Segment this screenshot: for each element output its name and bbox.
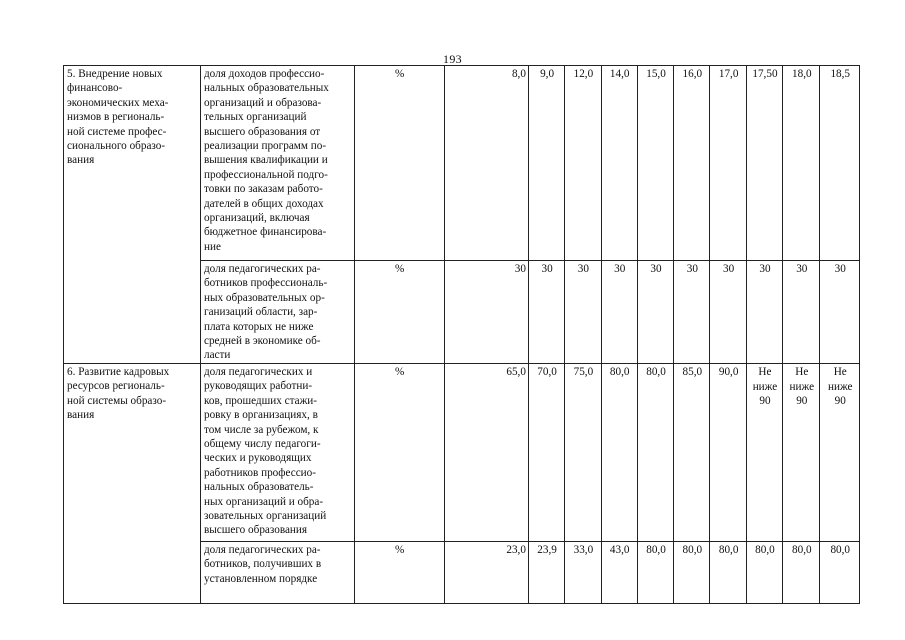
indicator-cell bbox=[200, 364, 354, 542]
indicator-line: дателей в общих доходах bbox=[203, 197, 324, 210]
value-cell: 80,0 bbox=[674, 542, 710, 604]
indicator-line: ганизаций области, зар- bbox=[203, 306, 318, 319]
direction-line: финансово- bbox=[67, 82, 123, 95]
value-cell: 30 bbox=[565, 261, 601, 364]
direction-line: ной системы образо- bbox=[67, 394, 167, 407]
value-cell: 9,0 bbox=[528, 66, 564, 261]
value-line: ниже bbox=[752, 380, 778, 393]
value-cell: 80,0 bbox=[783, 542, 820, 604]
unit-cell: % bbox=[354, 66, 444, 261]
value-cell: 75,0 bbox=[565, 364, 601, 542]
indicator-line: ровку в организациях, в bbox=[203, 409, 318, 422]
page-number: 193 bbox=[443, 52, 462, 66]
value-cell: 30 bbox=[601, 261, 637, 364]
direction-line: ной системе профес- bbox=[67, 125, 167, 138]
value-cell: 23,9 bbox=[528, 542, 564, 604]
value-cell: 80,0 bbox=[710, 542, 746, 604]
indicator-line: доля педагогических и bbox=[203, 366, 313, 378]
value-cell: 18,0 bbox=[783, 66, 820, 261]
value-cell bbox=[783, 364, 820, 542]
direction-line: вания bbox=[67, 154, 95, 167]
indicator-line: тельных организаций bbox=[203, 111, 307, 124]
indicator-line: высшего образования bbox=[203, 524, 308, 537]
value-cell: 16,0 bbox=[674, 66, 710, 261]
indicator-line: профессиональной подго- bbox=[203, 168, 328, 181]
value-cell: 30 bbox=[528, 261, 564, 364]
indicator-line: высшего образования от bbox=[203, 125, 321, 138]
direction-line: сионального образо- bbox=[67, 140, 166, 153]
indicator-cell bbox=[200, 542, 354, 604]
indicator-line: нальных образователь- bbox=[203, 481, 314, 494]
value-line: Не bbox=[833, 366, 847, 378]
value-cell: 12,0 bbox=[565, 66, 601, 261]
value-line: 90 bbox=[796, 395, 808, 408]
indicator-line: ных образовательных ор- bbox=[203, 291, 325, 304]
indicator-line: установленном порядке bbox=[203, 572, 318, 585]
value-cell: 17,0 bbox=[710, 66, 746, 261]
indicator-line: средней в экономике об- bbox=[203, 335, 321, 348]
indicator-line: общему числу педагоги- bbox=[203, 438, 321, 451]
direction-line: вания bbox=[67, 409, 95, 422]
direction-cell bbox=[64, 364, 201, 604]
indicator-line: ческих и руководящих bbox=[203, 452, 312, 465]
value-line: Не bbox=[758, 366, 772, 378]
table-row bbox=[64, 66, 860, 261]
indicator-line: ных организаций и обра- bbox=[203, 495, 324, 508]
indicator-line: доля педагогических ра- bbox=[203, 544, 321, 556]
value-cell: 17,50 bbox=[746, 66, 782, 261]
direction-line: 6. Развитие кадровых bbox=[67, 366, 170, 378]
table-row bbox=[64, 364, 860, 542]
value-line: ниже bbox=[789, 380, 815, 393]
indicator-line: бюджетное финансирова- bbox=[203, 226, 327, 239]
direction-line: ресурсов региональ- bbox=[67, 380, 165, 393]
indicator-line: ботников, получивших в bbox=[203, 558, 322, 571]
indicator-line: ков, прошедших стажи- bbox=[203, 394, 318, 407]
value-cell: 33,0 bbox=[565, 542, 601, 604]
indicator-line: реализации программ по- bbox=[203, 140, 327, 153]
base-value-cell: 23,0 bbox=[444, 542, 528, 604]
indicator-line: нальных образовательных bbox=[203, 82, 329, 95]
value-cell: 80,0 bbox=[601, 364, 637, 542]
value-cell: 30 bbox=[674, 261, 710, 364]
value-line: 90 bbox=[759, 395, 771, 408]
value-cell: 18,5 bbox=[820, 66, 860, 261]
indicator-line: доля педагогических ра- bbox=[203, 263, 321, 275]
indicator-line: плата которых не ниже bbox=[203, 320, 314, 333]
unit-cell: % bbox=[354, 542, 444, 604]
base-value-cell: 8,0 bbox=[444, 66, 528, 261]
value-cell: 80,0 bbox=[746, 542, 782, 604]
value-cell: 80,0 bbox=[637, 364, 673, 542]
indicator-line: том числе за рубежом, к bbox=[203, 423, 319, 436]
value-cell: 80,0 bbox=[637, 542, 673, 604]
indicator-line: доля доходов профессио- bbox=[203, 68, 325, 80]
indicator-line: руководящих работни- bbox=[203, 380, 313, 393]
unit-cell: % bbox=[354, 261, 444, 364]
value-cell bbox=[820, 364, 860, 542]
value-cell: 30 bbox=[783, 261, 820, 364]
value-cell: 30 bbox=[637, 261, 673, 364]
value-cell: 70,0 bbox=[528, 364, 564, 542]
value-cell: 14,0 bbox=[601, 66, 637, 261]
value-line: Не bbox=[795, 366, 809, 378]
value-line: 90 bbox=[834, 395, 846, 408]
indicator-line: ботников профессиональ- bbox=[203, 277, 328, 290]
indicator-line: ние bbox=[203, 240, 221, 253]
value-cell: 15,0 bbox=[637, 66, 673, 261]
indicator-line: организаций и образова- bbox=[203, 96, 322, 109]
indicator-line: работников профессио- bbox=[203, 466, 316, 479]
base-value-cell: 30 bbox=[444, 261, 528, 364]
direction-line: экономических меха- bbox=[67, 96, 169, 109]
indicator-line: ласти bbox=[203, 349, 231, 362]
value-cell: 80,0 bbox=[820, 542, 860, 604]
direction-line: низмов в региональ- bbox=[67, 111, 165, 124]
indicator-cell bbox=[200, 261, 354, 364]
indicator-line: товки по заказам работо- bbox=[203, 183, 323, 196]
value-cell: 30 bbox=[710, 261, 746, 364]
value-cell: 90,0 bbox=[710, 364, 746, 542]
indicators-table bbox=[63, 65, 860, 604]
indicator-line: вышения квалификации и bbox=[203, 154, 328, 167]
value-cell: 30 bbox=[820, 261, 860, 364]
value-cell: 43,0 bbox=[601, 542, 637, 604]
value-line: ниже bbox=[827, 380, 853, 393]
direction-cell bbox=[64, 66, 201, 364]
indicator-line: зовательных организаций bbox=[203, 510, 327, 523]
indicator-line: организаций, включая bbox=[203, 212, 310, 225]
value-cell: 85,0 bbox=[674, 364, 710, 542]
unit-cell: % bbox=[354, 364, 444, 542]
value-cell: 30 bbox=[746, 261, 782, 364]
value-cell bbox=[746, 364, 782, 542]
base-value-cell: 65,0 bbox=[444, 364, 528, 542]
indicator-cell bbox=[200, 66, 354, 261]
direction-line: 5. Внедрение новых bbox=[67, 68, 163, 80]
